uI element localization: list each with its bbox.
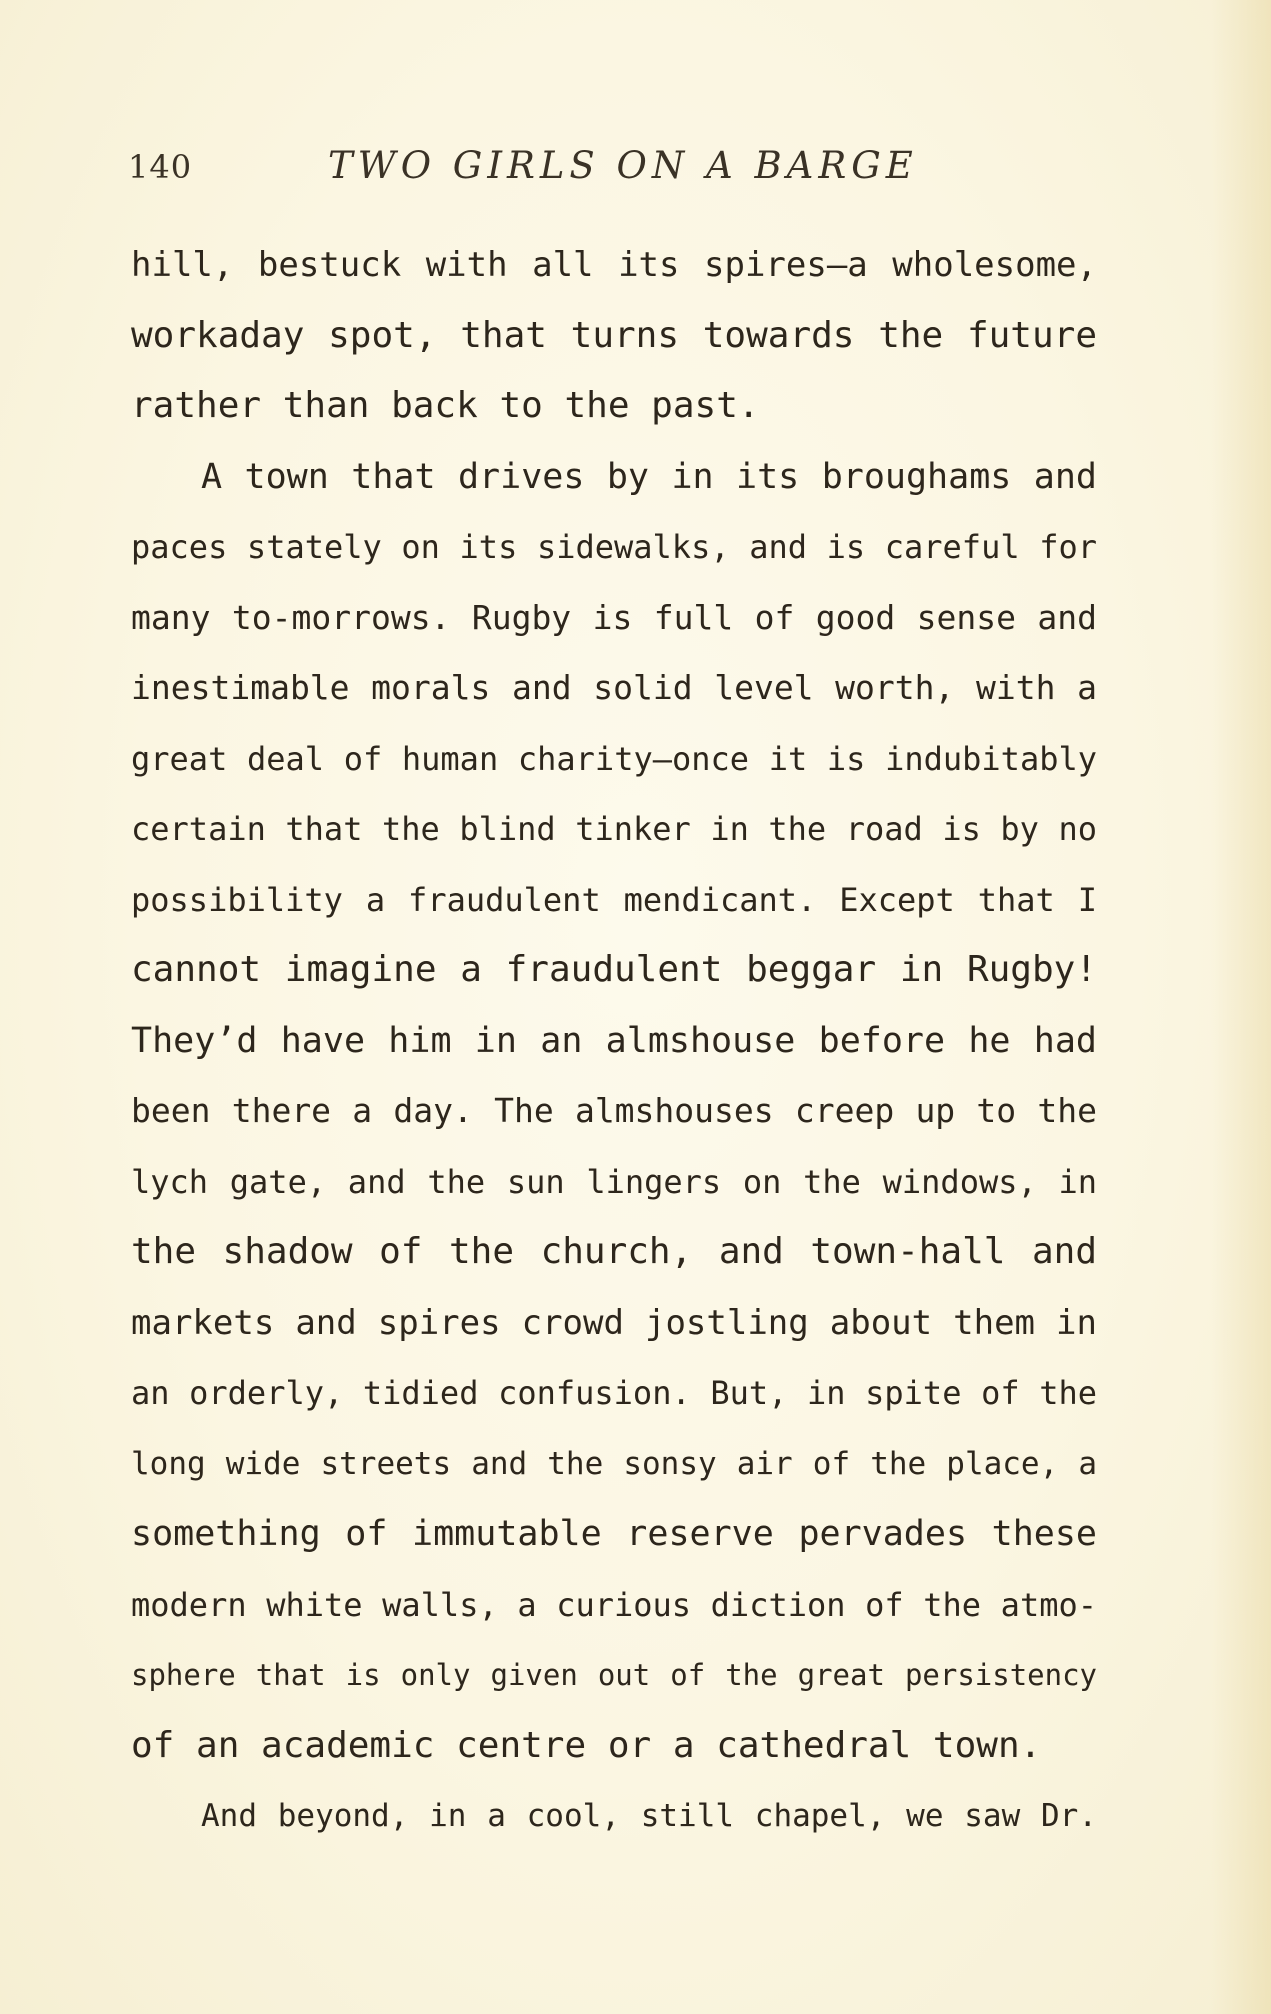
text-line: the shadow of the church, and town-hall and <box>131 1231 1097 1272</box>
text-line: of an academic centre or a cathedral town. <box>131 1724 1042 1766</box>
text-line: workaday spot, that turns towards the future <box>131 314 1097 356</box>
page-number: 140 <box>128 148 193 186</box>
text-line: sphere that is only given out of the great persistency <box>131 1658 1097 1692</box>
text-line: cannot imagine a fraudulent beggar in Rugby! <box>131 949 1097 990</box>
text-line: inestimable morals and solid level worth, with a <box>131 668 1097 707</box>
text-line: modern white walls, a curious diction of the atmo- <box>131 1585 1097 1624</box>
text-line: something of immutable reserve pervades these <box>131 1514 1097 1554</box>
text-line: hill, bestuck with all its spires—a wholesome, <box>131 245 1097 285</box>
text-line: great deal of human charity—once it is indubitably <box>131 739 1097 778</box>
text-line: many to-morrows. Rugby is full of good sense and <box>131 597 1097 637</box>
text-line: markets and spires crowd jostling about them in <box>131 1302 1097 1343</box>
text-line: paces stately on its sidewalks, and is careful for <box>131 528 1097 566</box>
text-line: lych gate, and the sun lingers on the windows, in <box>131 1162 1097 1201</box>
page-edge-discoloration <box>1211 0 1271 2014</box>
running-title: TWO GIRLS ON A BARGE <box>328 144 918 187</box>
body-text <box>131 230 1097 1852</box>
text-line: They’d have him in an almshouse before he had <box>131 1020 1097 1061</box>
text-line: And beyond, in a cool, still chapel, we saw Dr. <box>201 1798 1097 1834</box>
text-line: rather than back to the past. <box>131 385 760 426</box>
text-line: A town that drives by in its broughams and <box>201 456 1097 497</box>
text-line: possibility a fraudulent mendicant. Except that I <box>131 880 1097 919</box>
text-line: an orderly, tidied confusion. But, in spite of the <box>131 1374 1097 1412</box>
text-line: long wide streets and the sonsy air of the place, a <box>131 1445 1097 1482</box>
text-line: been there a day. The almshouses creep up to the <box>131 1091 1097 1130</box>
running-head <box>128 138 918 198</box>
text-line: certain that the blind tinker in the road is by no <box>131 810 1097 848</box>
